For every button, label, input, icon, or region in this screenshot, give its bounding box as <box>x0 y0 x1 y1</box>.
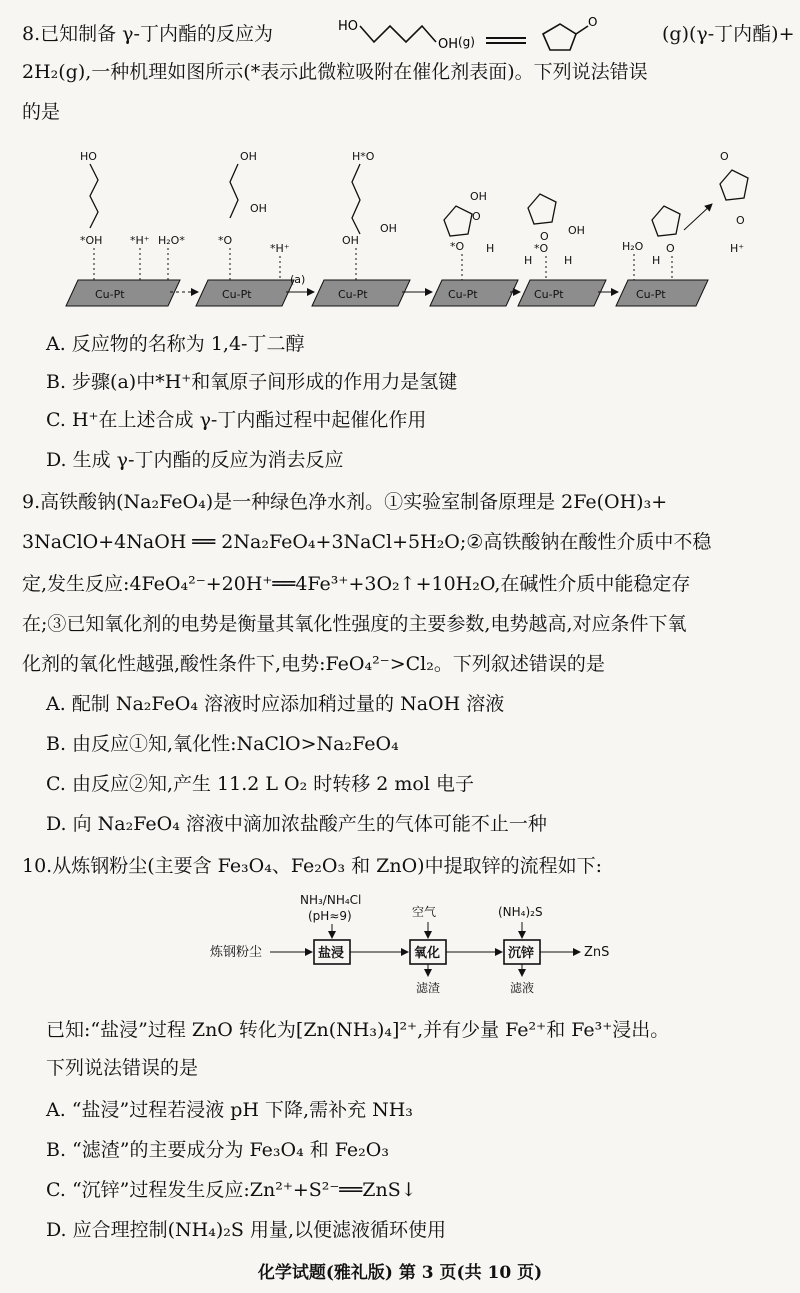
page-footer: 化学试题(雅礼版) 第 3 页(共 10 页) <box>257 1263 543 1283</box>
s1-chain <box>90 164 98 228</box>
product-o: O <box>736 214 745 227</box>
catalyst-label-6: Cu-Pt <box>636 288 666 301</box>
butanediol-chain <box>360 26 436 42</box>
reactant-state-label: (g) <box>458 35 475 49</box>
q8-stem-line3: 的是 <box>22 101 61 123</box>
s3-oh2: OH <box>380 222 397 235</box>
q10-flowchart <box>200 890 640 1000</box>
catalyst-label-1: Cu-Pt <box>95 288 125 301</box>
q8-option-d[interactable]: D. 生成 γ-丁内酯的反应为消去反应 <box>46 449 344 471</box>
reactant-ho-label: HO <box>338 19 359 34</box>
flow-start: 炼钢粉尘 <box>210 945 263 960</box>
s1-ho: HO <box>80 150 97 163</box>
s3-ho: H*O <box>352 150 375 163</box>
release-arrow <box>684 204 712 230</box>
catalyst-label-3: Cu-Pt <box>338 288 368 301</box>
q9-stem-line4: 在;③已知氧化剂的电势是衡量其氧化性强度的主要参数,电势越高,对应条件下氧 <box>22 613 687 635</box>
flow-reagent-3: (NH₄)₂S <box>498 905 543 919</box>
s5-h1: H <box>524 254 533 267</box>
s4-o-star: *O <box>450 240 465 253</box>
s5-o-star: *O <box>534 242 549 255</box>
flow-out-3: 滤液 <box>510 981 535 995</box>
q10-option-d[interactable]: D. 应合理控制(NH₄)₂S 用量,以便滤液循环使用 <box>46 1219 446 1241</box>
flow-reagent-2: 空气 <box>412 905 437 919</box>
catalyst-label-4: Cu-Pt <box>448 288 478 301</box>
s6-o: O <box>666 242 675 255</box>
s4-o: O <box>472 210 481 223</box>
s6-h2o: H₂O <box>622 240 644 253</box>
q10-stem-line1: 10.从炼钢粉尘(主要含 Fe₃O₄、Fe₂O₃ 和 ZnO)中提取锌的流程如下: <box>22 855 602 877</box>
q10-ask: 下列说法错误的是 <box>46 1057 199 1079</box>
q9-stem-line3: 定,发生反应:4FeO₄²⁻+20H⁺══4Fe³⁺+3O₂↑+10H₂O,在碱性介质中能稳定存 <box>22 573 691 595</box>
s3-chain <box>352 164 360 234</box>
q10-option-c[interactable]: C. “沉锌”过程发生反应:Zn²⁺+S²⁻══ZnS↓ <box>46 1179 417 1201</box>
s6-h: H <box>652 254 661 267</box>
s2-chain <box>230 164 238 218</box>
product-o-label: O <box>588 15 598 29</box>
q9-stem-line1: 9.高铁酸钠(Na₂FeO₄)是一种绿色净水剂。①实验室制备原理是 2Fe(OH)₃+ <box>22 491 668 513</box>
s2-h: *H⁺ <box>270 242 290 255</box>
s1-h: *H⁺ <box>130 234 150 247</box>
s4-oh: OH <box>470 190 487 203</box>
flow-reagent-1a: NH₃/NH₄Cl <box>300 893 362 907</box>
q8-option-b[interactable]: B. 步骤(a)中*H⁺和氧原子间形成的作用力是氢键 <box>46 371 458 393</box>
s1-h2o: H₂O* <box>158 234 185 247</box>
s4-h: H <box>486 242 495 255</box>
flow-end: ZnS <box>584 945 610 960</box>
q9-option-a[interactable]: A. 配制 Na₂FeO₄ 溶液时应添加稍过量的 NaOH 溶液 <box>46 693 505 715</box>
flow-box-3-label: 沉锌 <box>508 946 535 961</box>
s2-o: *O <box>218 234 233 247</box>
flow-box-2-label: 氧化 <box>414 946 441 961</box>
q8-reaction-structures <box>338 12 658 56</box>
q10-known: 已知:“盐浸”过程 ZnO 转化为[Zn(NH₃)₄]²⁺,并有少量 Fe²⁺和 Fe³⁺浸出。 <box>46 1019 670 1041</box>
reactant-oh-label: OH <box>438 37 459 52</box>
product-h: H⁺ <box>730 242 745 255</box>
product-ring-o: O <box>720 150 729 163</box>
flow-box-1-label: 盐浸 <box>318 946 345 961</box>
s3-oh: OH <box>342 234 359 247</box>
q8-stem-line1-end: (g)(γ-丁内酯)+ <box>662 23 795 45</box>
s1-oh: *OH <box>80 234 103 247</box>
s5-o: O <box>540 230 549 243</box>
q9-option-c[interactable]: C. 由反应②知,产生 11.2 L O₂ 时转移 2 mol 电子 <box>46 773 474 795</box>
q10-option-a[interactable]: A. “盐浸”过程若浸液 pH 下降,需补充 NH₃ <box>46 1099 413 1121</box>
q9-stem-line2: 3NaClO+4NaOH ══ 2Na₂FeO₄+3NaCl+5H₂O;②高铁酸钠在酸性介质中不稳 <box>22 531 712 553</box>
q8-stem-text: 8.已知制备 γ-丁内酯的反应为 <box>22 23 273 45</box>
catalyst-label-5: Cu-Pt <box>534 288 564 301</box>
s6-ring <box>652 206 680 236</box>
q8-stem-line1 <box>22 20 273 48</box>
step-a-label: (a) <box>290 273 306 286</box>
q8-option-c[interactable]: C. H⁺在上述合成 γ-丁内酯过程中起催化作用 <box>46 409 427 431</box>
q10-option-b[interactable]: B. “滤渣”的主要成分为 Fe₃O₄ 和 Fe₂O₃ <box>46 1139 389 1161</box>
carbonyl-bond <box>576 26 588 34</box>
s2-oh2: OH <box>250 202 267 215</box>
s4-ring <box>444 206 472 236</box>
product-ring <box>720 170 748 200</box>
s5-h2: H <box>564 254 573 267</box>
q8-mechanism-diagram <box>40 140 780 320</box>
s5-oh: OH <box>568 224 585 237</box>
catalyst-label-2: Cu-Pt <box>222 288 252 301</box>
flow-reagent-1b: (pH≈9) <box>308 909 352 923</box>
q9-option-d[interactable]: D. 向 Na₂FeO₄ 溶液中滴加浓盐酸产生的气体可能不止一种 <box>46 813 547 835</box>
q8-stem-line2: 2H₂(g),一种机理如图所示(*表示此微粒吸附在催化剂表面)。下列说法错误 <box>22 61 648 83</box>
q8-option-a[interactable]: A. 反应物的名称为 1,4-丁二醇 <box>46 333 305 355</box>
q9-option-b[interactable]: B. 由反应①知,氧化性:NaClO>Na₂FeO₄ <box>46 733 399 755</box>
s5-ring <box>528 194 556 224</box>
s2-oh: OH <box>240 150 257 163</box>
q9-stem-line5: 化剂的氧化性越强,酸性条件下,电势:FeO₄²⁻>Cl₂。下列叙述错误的是 <box>22 653 605 675</box>
lactone-ring <box>543 24 576 50</box>
flow-out-2: 滤渣 <box>416 981 441 995</box>
